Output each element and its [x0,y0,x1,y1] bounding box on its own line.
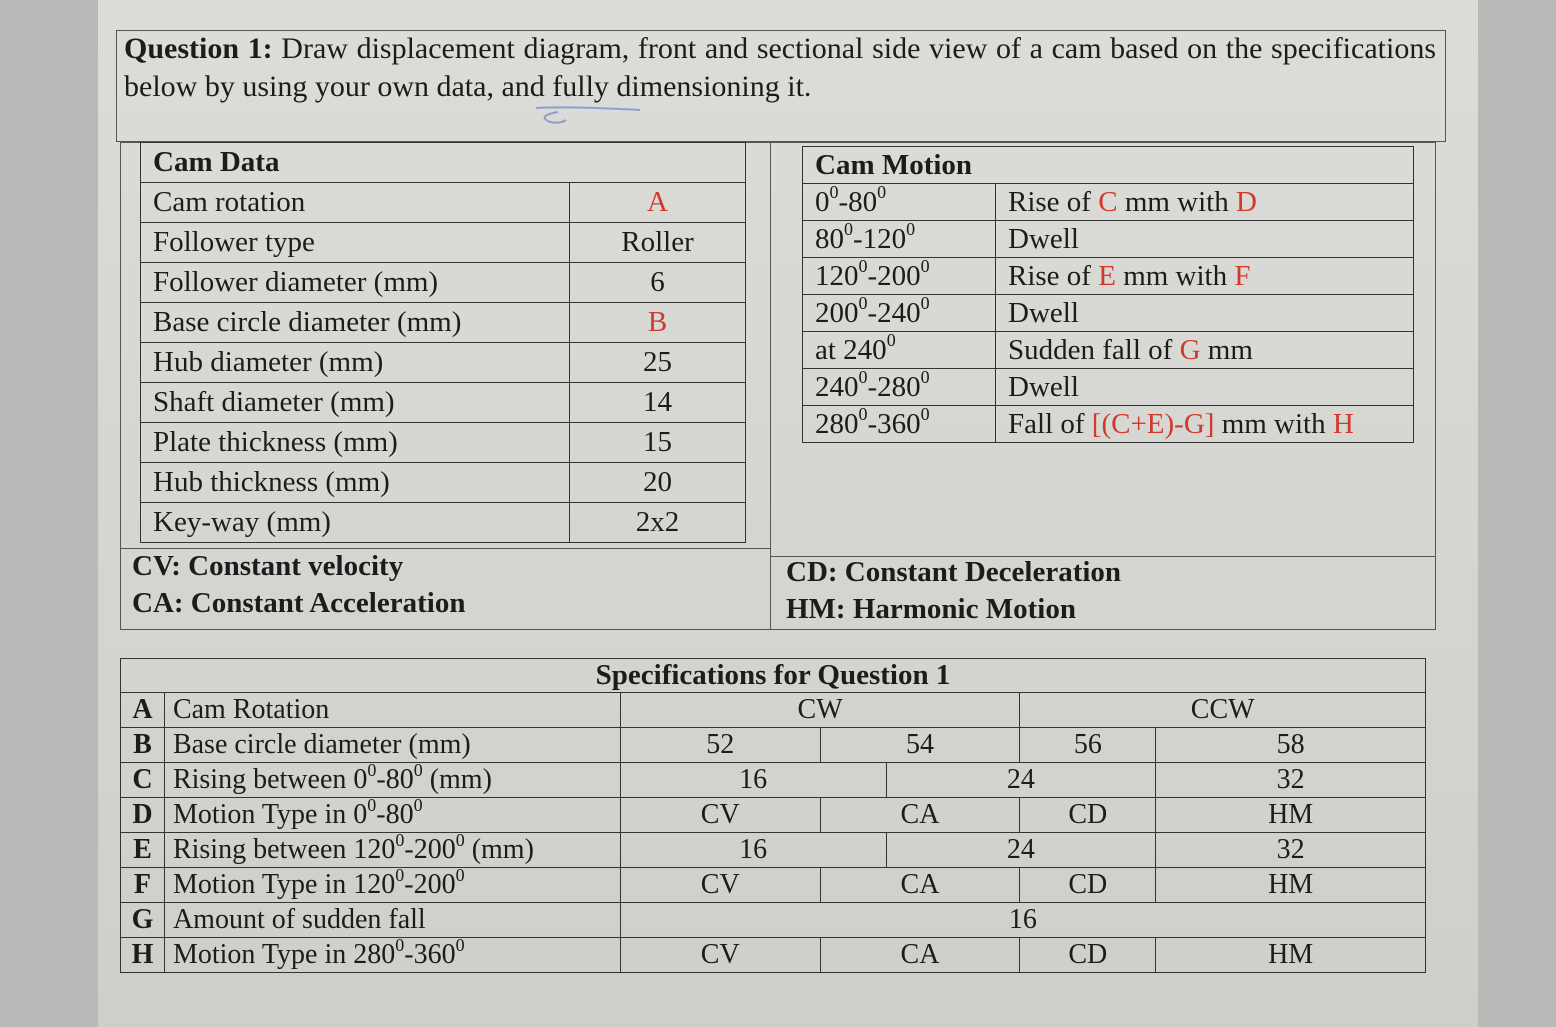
motion-range [803,329,996,369]
motion-range-end: 80 [848,185,878,218]
motion-text: Dwell [1008,222,1079,255]
spec-label-text: Motion Type in 280 [172,939,396,970]
cam-data-value: 14 [570,383,746,423]
table-row [121,763,1426,798]
spec-value: CD [1020,938,1156,973]
degree-symbol: 0 [367,759,377,780]
table-row [141,343,746,383]
spec-label-text: Motion Type in 120 [172,869,396,900]
motion-range: $200^0-240^0$ [803,295,996,332]
degree-symbol: 0 [455,829,465,850]
spec-value: 56 [1020,728,1156,763]
degree-symbol: 0 [858,292,868,313]
cam-data-value: 25 [570,343,746,383]
spec-value: CA [820,798,1020,833]
cam-data-title: Cam Data [141,143,746,183]
legend-cd: CD: Constant Deceleration [786,556,1122,588]
spec-label [164,903,620,938]
cam-data-label: Cam rotation [141,183,570,223]
spec-label-text: Amount of sudden fall [172,904,426,935]
degree-symbol: 0 [858,403,868,424]
spec-label-text: Motion Type in 0 [172,799,368,830]
degree-symbol: 0 [829,181,839,202]
spec-value: 24 [886,763,1156,798]
spec-label-text: -200 [404,869,456,900]
spec-value: CD [1020,798,1156,833]
spec-letter: B [121,728,165,763]
table-row [121,693,1426,728]
degree-symbol: 0 [413,794,423,815]
degree-symbol: 0 [920,255,930,276]
spec-letter: F [121,868,165,903]
degree-symbol: 0 [367,794,377,815]
question-body: Draw displacement diagram, front and sectional side view of a cam based on the specifications below by using your own data, and fully dimensioning it. [124,32,1436,103]
motion-text: Rise of [1008,185,1099,218]
spec-label [164,934,620,973]
cam-data-table [140,142,746,543]
legend-hm: HM: Harmonic Motion [786,593,1076,625]
table-row [141,223,746,263]
motion-variable: [(C+E)-G] [1091,407,1215,440]
motion-text: Dwell [1008,370,1079,403]
motion-text: Sudden fall of [1008,333,1180,366]
spec-value: CA [820,868,1020,903]
legend-right [786,554,1121,628]
spec-value: CV [620,798,820,833]
cam-data-label: Key-way (mm) [141,503,570,543]
motion-variable: D [1235,185,1257,218]
degree-symbol: 0 [455,864,465,885]
spec-value: CCW [1020,693,1426,728]
degree-symbol: 0 [455,934,465,955]
spec-value: 52 [620,728,820,763]
table-row [803,406,1414,443]
motion-text: mm [1200,333,1253,366]
motion-range-end: 120 [862,222,907,255]
spec-label-text: Base circle diameter (mm) [172,729,471,760]
motion-range: $80^0-120^0$ [803,221,996,258]
table-row [803,184,1414,221]
degree-symbol: 0 [844,218,853,239]
spec-value: CV [620,938,820,973]
table-row [803,332,1414,369]
motion-variable: G [1179,333,1201,366]
legend-left [132,548,465,622]
table-row [121,728,1426,763]
table-row [141,463,746,503]
cam-data-label: Hub diameter (mm) [141,343,570,383]
spec-value: HM [1156,798,1426,833]
motion-range-end: 360 [877,407,921,440]
motion-text: Fall of [1008,407,1092,440]
cam-data-value: 15 [570,423,746,463]
degree-symbol: 0 [886,329,896,350]
cam-motion-title-row [803,147,1414,184]
motion-range-start: 0 [815,185,830,218]
spec-value: 16 [620,763,886,798]
spec-value: HM [1156,868,1426,903]
spec-value: CW [620,693,1020,728]
motion-range-start: 280 [815,407,859,440]
table-row [803,221,1414,258]
legend-cv: CV: Constant velocity [132,550,404,582]
cam-data-label: Plate thickness (mm) [141,423,570,463]
cam-data-value: A [570,183,746,223]
motion-range-end: 200 [877,259,921,292]
spec-label-text: Cam Rotation [172,694,330,725]
spec-value: 24 [886,833,1156,868]
table-row [121,868,1426,903]
motion-text: Rise of [1008,259,1099,292]
spec-value: CA [820,938,1020,973]
spec-value: HM [1156,938,1426,973]
spec-label [164,693,620,728]
spec-label [164,759,620,798]
table-row [141,503,746,543]
spec-label-text: Rising between 120 [172,834,396,865]
cam-data-value: 20 [570,463,746,503]
spec-letter: H [121,938,165,973]
spec-label-text: -200 [404,834,456,865]
spec-value: 16 [620,833,886,868]
cam-motion-title: Cam Motion [803,147,1414,184]
spec-letter: A [121,693,165,728]
spec-label-text: -80 [376,764,414,795]
motion-range-end: 240 [877,296,921,329]
motion-range: $240^0-280^0$ [803,369,996,406]
question-text [124,30,1436,106]
motion-text: mm with [1117,185,1236,218]
cam-data-value: 6 [570,263,746,303]
degree-symbol: 0 [858,366,868,387]
motion-range: $120^0-200^0$ [803,258,996,295]
cam-data-label: Hub thickness (mm) [141,463,570,503]
cam-data-label: Shaft diameter (mm) [141,383,570,423]
cam-data-label: Base circle diameter (mm) [141,303,570,343]
specifications-table [120,658,1426,973]
motion-range-at: at 240 [815,333,887,366]
degree-symbol: 0 [906,218,916,239]
pen-mark [530,104,642,128]
motion-text: mm with [1115,259,1235,292]
motion-range-start: 120 [815,259,859,292]
spec-label-text: -360 [404,939,456,970]
degree-symbol: 0 [877,181,887,202]
motion-description [996,295,1414,332]
motion-range-start: 80 [815,222,844,255]
legend-ca: CA: Constant Acceleration [132,587,466,619]
motion-range-start: 240 [815,370,859,403]
motion-variable: E [1098,259,1116,292]
spec-value: 58 [1156,728,1426,763]
spec-value: 54 [820,728,1020,763]
cam-data-title-row [141,143,746,183]
table-row [803,258,1414,295]
spec-label-text: (mm) [464,834,534,865]
spec-value: 32 [1156,833,1426,868]
spec-letter: D [121,798,165,833]
spec-label-text: (mm) [422,764,492,795]
cam-data-label: Follower type [141,223,570,263]
spec-value: 32 [1156,763,1426,798]
motion-variable: C [1098,185,1118,218]
cam-data-value: B [570,303,746,343]
spec-value: CV [620,868,820,903]
spec-value: 16 [620,903,1425,938]
motion-range: $280^0-360^0$ [803,406,996,443]
spec-label [164,829,620,868]
table-row [141,383,746,423]
degree-symbol: 0 [858,255,868,276]
motion-variable: F [1234,259,1251,292]
table-row [803,369,1414,406]
degree-symbol: 0 [395,864,405,885]
motion-description [996,221,1414,258]
degree-symbol: 0 [920,403,930,424]
motion-description [996,332,1414,369]
spec-value: CD [1020,868,1156,903]
degree-symbol: 0 [413,759,423,780]
degree-symbol: 0 [395,829,405,850]
cam-motion-table [802,146,1414,443]
degree-symbol: 0 [920,366,930,387]
spec-title: Specifications for Question 1 [121,659,1426,693]
table-row [141,423,746,463]
motion-range-start: 200 [815,296,859,329]
cam-data-value: 2x2 [570,503,746,543]
table-row [141,263,746,303]
spec-letter: C [121,763,165,798]
motion-text: Dwell [1008,296,1079,329]
spec-label [164,864,620,903]
motion-range-end: 280 [877,370,921,403]
spec-label [164,794,620,833]
spec-letter: G [121,903,165,938]
motion-description [996,406,1414,443]
motion-description [996,184,1414,221]
motion-range: $0^0-80^0$ [803,184,996,221]
table-row [141,183,746,223]
spec-label [164,728,620,763]
question-label: Question 1: [124,32,273,65]
spec-letter: E [121,833,165,868]
motion-text: mm with [1214,407,1333,440]
motion-variable: H [1332,407,1354,440]
table-row [121,903,1426,938]
cam-data-value: Roller [570,223,746,263]
spec-label-text: Rising between 0 [172,764,368,795]
degree-symbol: 0 [920,292,930,313]
motion-description [996,369,1414,406]
motion-description [996,258,1414,295]
spec-label-text: -80 [376,799,414,830]
table-row [121,798,1426,833]
table-row [121,833,1426,868]
table-row [141,303,746,343]
cam-data-label: Follower diameter (mm) [141,263,570,303]
degree-symbol: 0 [395,934,405,955]
table-row [803,295,1414,332]
table-row [121,938,1426,973]
